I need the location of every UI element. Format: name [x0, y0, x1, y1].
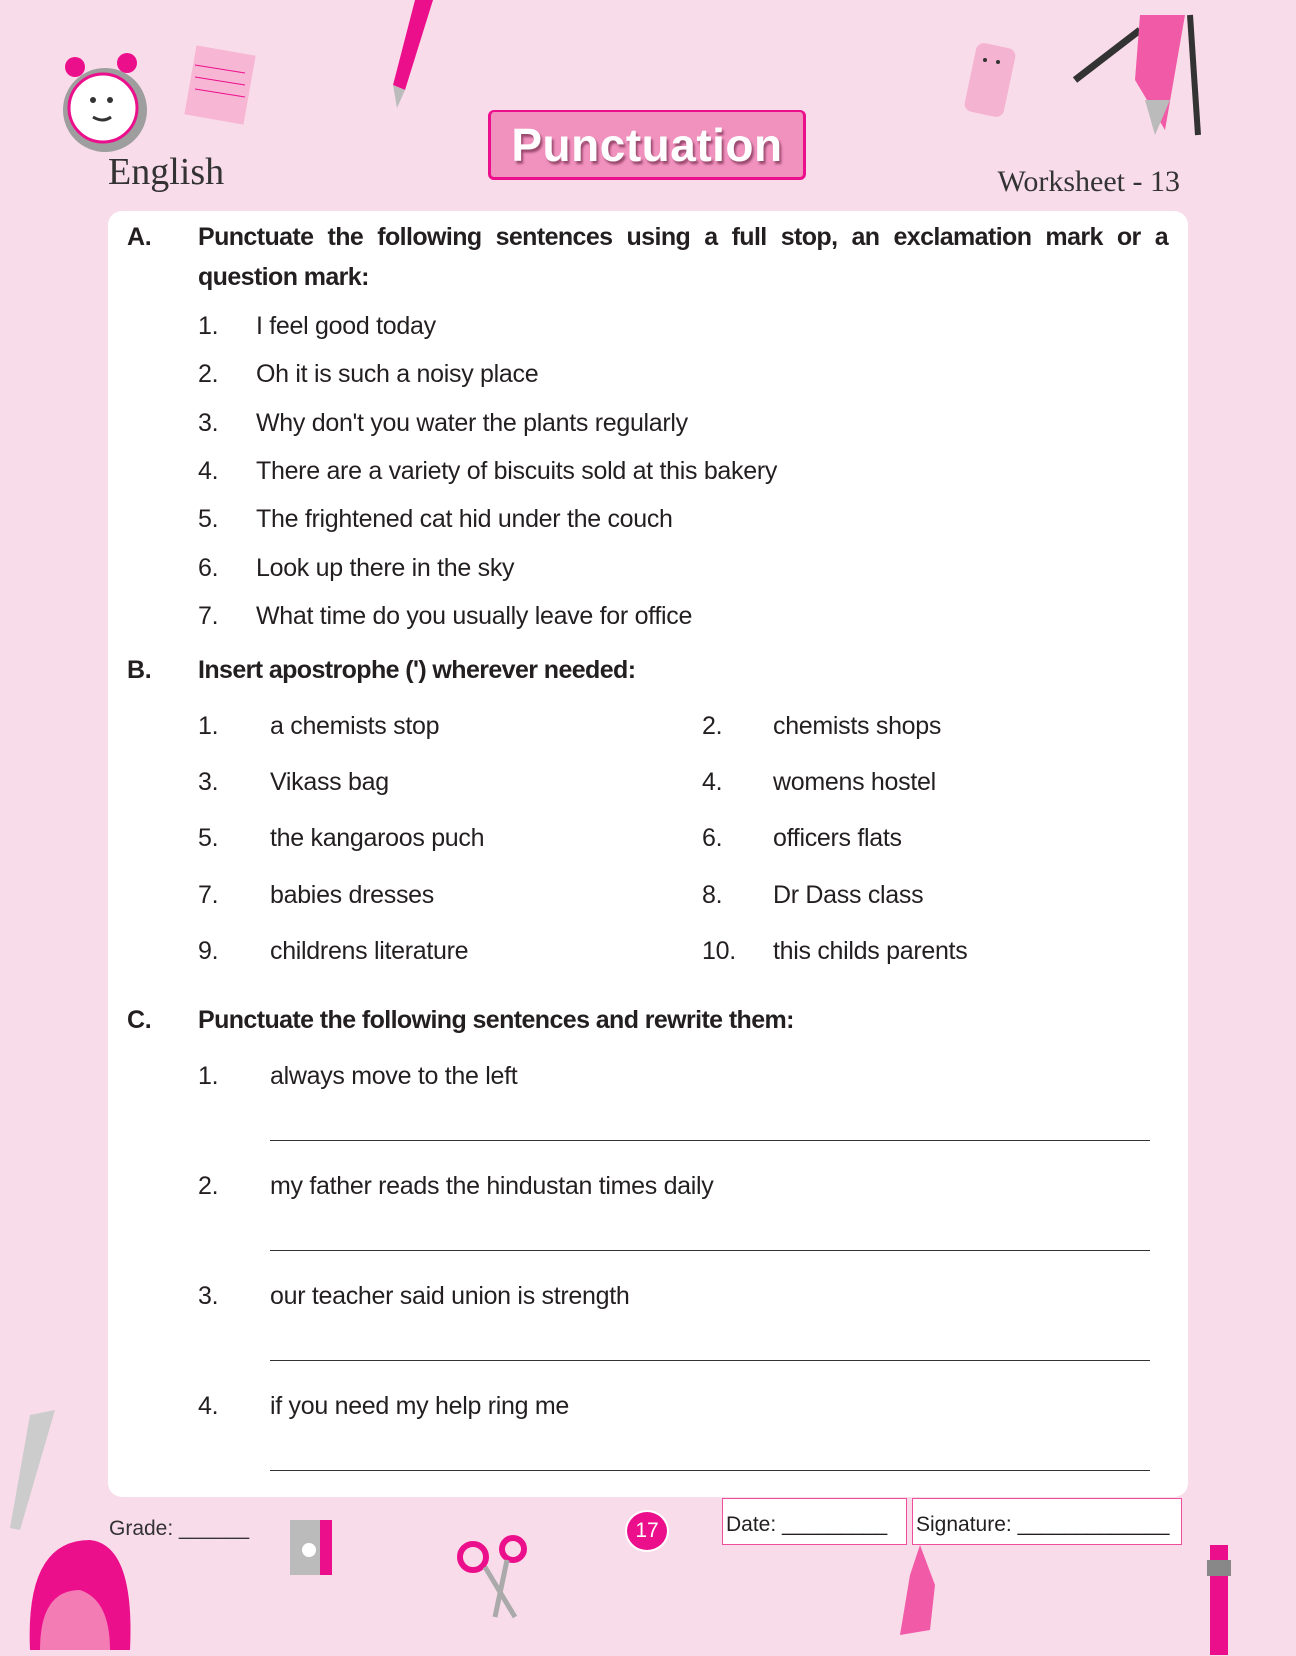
- answer-line[interactable]: [270, 1360, 1150, 1361]
- item-number: 3.: [198, 768, 219, 797]
- crayon-illustration: [885, 1545, 955, 1635]
- sentence-item: Oh it is such a noisy place: [256, 360, 539, 389]
- item-number: 3.: [198, 1282, 219, 1310]
- section-c-instruction: Punctuate the following sentences and rewrite them:: [198, 1006, 794, 1034]
- worksheet-title: [488, 110, 806, 180]
- subject-label: English: [108, 151, 225, 193]
- item-number: 2.: [198, 1172, 219, 1200]
- sentence-item: always move to the left: [270, 1062, 518, 1090]
- item-number: 1.: [198, 312, 219, 340]
- grade-field[interactable]: Grade: ______: [109, 1517, 250, 1540]
- section-b-label: B.: [127, 656, 152, 684]
- item-number: 6.: [198, 553, 219, 582]
- section-c-label: C.: [127, 1006, 152, 1034]
- backpack-and-ruler-illustration: [10, 1410, 140, 1650]
- phrase-item: Vikass bag: [270, 768, 389, 797]
- section-b-instruction: Insert apostrophe (') wherever needed:: [198, 656, 636, 684]
- item-number: 2.: [198, 360, 219, 389]
- item-number: 1.: [198, 712, 219, 740]
- sentence-item: our teacher said union is strength: [270, 1282, 630, 1310]
- sentence-item: What time do you usually leave for office: [256, 601, 693, 630]
- sentence-item: Look up there in the sky: [256, 553, 515, 582]
- worksheet-number: Worksheet - 13: [997, 165, 1180, 198]
- page-number: 17: [627, 1512, 667, 1550]
- answer-line[interactable]: [270, 1250, 1150, 1251]
- item-number: 2.: [702, 712, 723, 740]
- section-a-label: A.: [127, 223, 152, 251]
- phrase-item: Dr Dass class: [773, 880, 924, 909]
- item-number: 4.: [198, 456, 219, 485]
- sentence-item: The frightened cat hid under the couch: [256, 505, 673, 534]
- pen-illustration: [1190, 1540, 1250, 1656]
- item-number: 7.: [198, 880, 219, 909]
- phrase-item: chemists shops: [773, 712, 942, 740]
- item-number: 5.: [198, 505, 219, 534]
- phrase-item: this childs parents: [773, 936, 968, 965]
- sentence-item: Why don't you water the plants regularly: [256, 408, 688, 437]
- sentence-item: my father reads the hindustan times daily: [270, 1172, 714, 1200]
- phrase-item: a chemists stop: [270, 712, 440, 740]
- item-number: 8.: [702, 880, 723, 909]
- scissors-illustration: [455, 1535, 535, 1620]
- date-field[interactable]: Date: _________: [722, 1498, 907, 1545]
- eraser-and-pencil-illustration: [940, 10, 1220, 140]
- phrase-item: womens hostel: [773, 768, 936, 797]
- item-number: 6.: [702, 824, 723, 853]
- item-number: 10.: [702, 936, 736, 965]
- phrase-item: officers flats: [773, 824, 902, 853]
- phrase-item: the kangaroos puch: [270, 824, 485, 853]
- item-number: 3.: [198, 408, 219, 437]
- sentence-item: I feel good today: [256, 312, 436, 340]
- signature-field[interactable]: Signature: _____________: [912, 1498, 1182, 1545]
- item-number: 5.: [198, 824, 219, 853]
- item-number: 9.: [198, 936, 219, 965]
- pencil-illustration: [385, 0, 445, 110]
- item-number: 4.: [702, 768, 723, 797]
- phrase-item: babies dresses: [270, 880, 434, 909]
- item-number: 4.: [198, 1392, 219, 1420]
- answer-line[interactable]: [270, 1470, 1150, 1471]
- sharpener-illustration: [285, 1520, 345, 1590]
- sentence-item: if you need my help ring me: [270, 1392, 570, 1420]
- section-a-instruction-cont: question mark:: [198, 263, 369, 291]
- item-number: 7.: [198, 601, 219, 630]
- title-text: Punctuation: [511, 118, 783, 171]
- item-number: 1.: [198, 1062, 219, 1090]
- answer-line[interactable]: [270, 1140, 1150, 1141]
- sentence-item: There are a variety of biscuits sold at this bakery: [256, 456, 778, 485]
- phrase-item: childrens literature: [270, 936, 469, 965]
- section-a-instruction: Punctuate the following sentences using a full stop, an exclamation mark or a: [198, 223, 1168, 251]
